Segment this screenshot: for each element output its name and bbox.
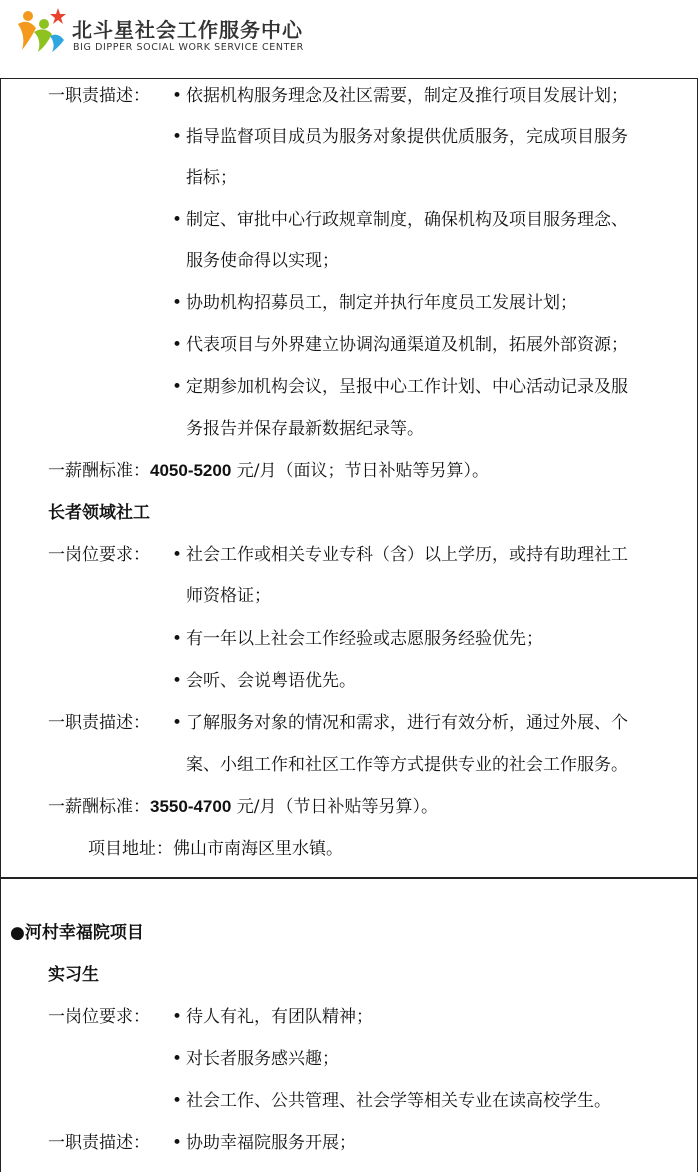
job-title: 实习生	[48, 965, 99, 985]
job-title: 长者领域社工	[48, 503, 150, 523]
salary-row	[48, 460, 489, 482]
big-dipper-logo-icon	[14, 6, 70, 56]
bullet: •	[172, 293, 183, 313]
bullet: •	[172, 335, 183, 355]
bullet: •	[172, 1049, 183, 1069]
salary-label: 一薪酬标准：	[48, 461, 150, 481]
bullet: •	[172, 713, 183, 733]
requirement-item: 社会工作、公共管理、社会学等相关专业在读高校学生。	[186, 1091, 611, 1111]
duty-item-cont: 务报告并保存最新数据纪录等。	[186, 419, 424, 439]
project-title: ●河村幸福院项目	[10, 923, 144, 943]
requirements-label: 一岗位要求：	[48, 1007, 150, 1027]
duty-item: 依据机构服务理念及社区需要，制定及推行项目发展计划；	[186, 86, 628, 106]
duty-item: 指导监督项目成员为服务对象提供优质服务，完成项目服务	[186, 127, 628, 147]
project-address: 项目地址：佛山市南海区里水镇。	[88, 839, 343, 859]
salary-value: 3550-4700	[150, 797, 232, 816]
bullet: •	[172, 210, 183, 230]
bullet: •	[172, 127, 183, 147]
salary-value: 4050-5200	[150, 461, 232, 480]
duty-item-cont: 案、小组工作和社区工作等方式提供专业的社会工作服务。	[186, 755, 628, 775]
salary-suffix: 元/月（面议；节日补贴等另算）。	[231, 461, 489, 481]
bullet: •	[172, 377, 183, 397]
salary-suffix: 元/月（节日补贴等另算）。	[231, 797, 438, 817]
requirement-item: 待人有礼，有团队精神；	[186, 1007, 373, 1027]
duty-item: 了解服务对象的情况和需求，进行有效分析，通过外展、个	[186, 713, 628, 733]
page-header	[0, 0, 700, 78]
bullet: •	[172, 1133, 183, 1153]
bullet: •	[172, 1007, 183, 1027]
requirement-item: 对长者服务感兴趣；	[186, 1049, 339, 1069]
duties-label: 一职责描述：	[48, 713, 150, 733]
bullet: •	[172, 629, 183, 649]
bullet: •	[172, 86, 183, 106]
duty-item: 协助幸福院服务开展；	[186, 1133, 356, 1153]
salary-label: 一薪酬标准：	[48, 797, 150, 817]
bullet: •	[172, 1091, 183, 1111]
duty-item-cont: 指标；	[186, 168, 237, 188]
bullet: •	[172, 671, 183, 691]
bullet: •	[172, 545, 183, 565]
duties-label: 一职责描述：	[48, 1133, 150, 1153]
duty-item: 定期参加机构会议，呈报中心工作计划、中心活动记录及服	[186, 377, 628, 397]
duty-item: 代表项目与外界建立协调沟通渠道及机制，拓展外部资源；	[186, 335, 628, 355]
duty-item: 协助机构招募员工，制定并执行年度员工发展计划；	[186, 293, 577, 313]
duties-label: 一职责描述：	[48, 86, 150, 106]
requirements-label: 一岗位要求：	[48, 545, 150, 565]
duty-item-cont: 服务使命得以实现；	[186, 251, 339, 271]
org-name-cn: 北斗星社会工作服务中心	[72, 18, 303, 42]
requirement-item: 社会工作或相关专业专科（含）以上学历，或持有助理社工	[186, 545, 628, 565]
duty-item: 制定、审批中心行政规章制度，确保机构及项目服务理念、	[186, 210, 628, 230]
requirement-item: 有一年以上社会工作经验或志愿服务经验优先；	[186, 629, 543, 649]
org-name-en: BIG DIPPER SOCIAL WORK SERVICE CENTER	[73, 42, 304, 53]
salary-row	[48, 796, 438, 818]
requirement-item-cont: 师资格证；	[186, 586, 271, 606]
requirement-item: 会听、会说粤语优先。	[186, 671, 356, 691]
